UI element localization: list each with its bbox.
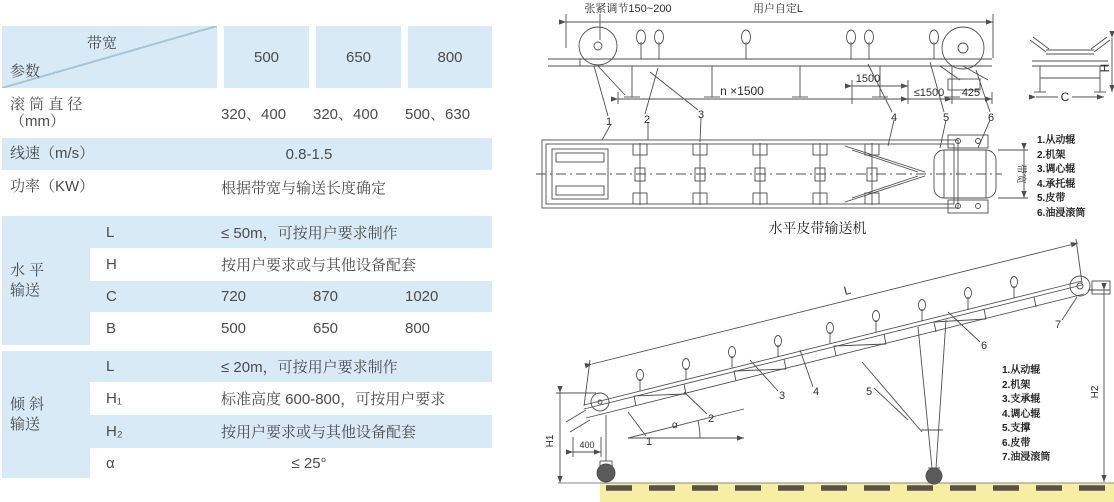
value-B-500: 500 — [221, 320, 247, 337]
incline-part-7: 7 — [1054, 319, 1062, 331]
incline-L-label: L — [842, 282, 853, 298]
dim-tension-label: 张紧调节150~200 — [584, 3, 672, 15]
table-corner-cell — [2, 26, 217, 88]
param-h-B: B — [106, 320, 117, 337]
dim-le1500-label: ≤1500 — [913, 87, 945, 99]
row-label-line-speed: 线速（m/s） — [2, 138, 217, 170]
param-i-alpha: α — [106, 454, 115, 472]
value-h-L: ≤ 50m，可按用户要求制作 — [217, 216, 492, 248]
part-number-1: 1 — [605, 116, 613, 128]
truss-members — [634, 297, 1036, 406]
incline-part-1: 1 — [645, 436, 653, 448]
horizontal-label-line1: 水 平 — [10, 262, 45, 279]
value-C-800: 1020 — [401, 281, 492, 312]
col-header-650: 650 — [309, 26, 401, 88]
col-header-800: 800 — [401, 26, 492, 88]
plan-view-drawing — [536, 135, 1028, 213]
legend-h-item-4: 4.承托辊 — [1037, 178, 1076, 190]
value-C-500: 720 — [217, 281, 309, 312]
cross-section-c-label: C — [1060, 90, 1070, 104]
roller-diameter-line2: （mm） — [10, 113, 65, 130]
param-i-H2: H₂ — [90, 415, 217, 448]
legend-i-item-1: 1.从动辊 — [1002, 365, 1041, 376]
corner-label-bandwidth: 带宽 — [86, 35, 117, 52]
legend-i-item-5: 5.支撑 — [1002, 423, 1031, 434]
part-number-3: 3 — [697, 109, 705, 121]
dim-user-length-label: 用户自定L — [752, 3, 804, 15]
roller-diameter-800: 500、630 — [405, 105, 471, 123]
spec-table — [2, 26, 492, 478]
part-number-4: 4 — [890, 112, 898, 124]
legend-h-item-6: 6.油浸滚筒 — [1037, 207, 1086, 219]
incline-part-2: 2 — [707, 413, 715, 425]
legend-h-item-1: 1.从动辊 — [1037, 135, 1076, 146]
param-i-H1: H₁ — [106, 390, 122, 407]
roller-diameter-line1: 滚 筒 直 径 — [10, 95, 83, 113]
value-B-650: 650 — [313, 320, 339, 337]
incline-label-line1: 倾 斜 — [10, 396, 45, 413]
value-i-H2: 按用户要求或与其他设备配套 — [217, 415, 492, 448]
plan-belt-width-label: 带宽 — [1015, 164, 1026, 184]
line-speed-value: 0.8-1.5 — [217, 138, 401, 170]
legend-horizontal-conveyor — [1037, 134, 1085, 221]
group-label-horizontal — [2, 216, 90, 345]
incline-400-label: 400 — [579, 440, 595, 450]
value-i-H1: 标准高度 600-800，可按用户要求 — [221, 391, 446, 408]
legend-h-item-5: 5.皮带 — [1037, 193, 1066, 204]
roller-diameter-650: 320、400 — [313, 105, 379, 123]
legend-incline-conveyor — [1002, 364, 1050, 466]
value-i-L: ≤ 20m，可按用户要求制作 — [217, 351, 492, 382]
plan-view-caption: 水平皮带输送机 — [768, 220, 867, 236]
roller-diameter-label — [10, 96, 83, 131]
incline-idlers — [637, 277, 1018, 392]
part-leaders — [594, 62, 990, 148]
part-number-2: 2 — [643, 114, 651, 126]
param-h-C: C — [90, 281, 217, 312]
side-view-drawing — [548, 14, 993, 148]
legend-i-item-3: 3.支承辊 — [1002, 394, 1041, 405]
part-number-5: 5 — [942, 112, 950, 124]
group-label-incline — [2, 351, 90, 478]
legend-i-item-4: 4.调心辊 — [1002, 408, 1041, 420]
incline-part-4: 4 — [812, 386, 820, 398]
col-header-500: 500 — [217, 26, 309, 88]
param-i-L: L — [90, 351, 217, 382]
legend-h-item-2: 2.机架 — [1037, 149, 1066, 161]
cross-section-h-label: H — [1098, 63, 1112, 73]
incline-label-line2: 输送 — [10, 415, 41, 433]
part-number-6: 6 — [987, 112, 995, 124]
dim-1500-label: 1500 — [855, 73, 881, 85]
legend-i-item-7: 7.油浸滚筒 — [1002, 452, 1051, 463]
incline-part-5: 5 — [865, 386, 873, 398]
line-speed-filler — [401, 138, 492, 170]
incline-part-6: 6 — [980, 340, 988, 352]
value-i-alpha: ≤ 25° — [291, 454, 327, 472]
dim-n1500-label: n ×1500 — [720, 84, 764, 98]
power-value: 根据带宽与输送长度确定 — [221, 179, 387, 197]
row-label-roller-diameter — [2, 88, 217, 138]
value-B-800: 800 — [405, 320, 431, 337]
value-h-H: 按用户要求或与其他设备配套 — [221, 257, 417, 274]
param-h-L: L — [90, 216, 217, 248]
row-label-power: 功率（KW） — [10, 178, 95, 196]
value-C-650: 870 — [309, 281, 401, 312]
horizontal-label-line2: 输送 — [10, 281, 41, 299]
legend-h-item-3: 3.调心辊 — [1037, 164, 1076, 175]
dim-425-label: 425 — [961, 87, 981, 99]
idler-stands — [637, 30, 939, 59]
param-h-H: H — [106, 256, 117, 273]
incline-H2-label: H2 — [1090, 385, 1101, 399]
incline-part-3: 3 — [778, 390, 786, 402]
legend-i-item-6: 6.皮带 — [1002, 437, 1031, 449]
legend-i-item-2: 2.机架 — [1002, 379, 1031, 391]
corner-label-parameter: 参数 — [10, 63, 41, 80]
roller-diameter-500: 320、400 — [221, 105, 287, 123]
incline-alpha-label: α — [672, 420, 678, 431]
support-legs — [624, 66, 960, 97]
incline-H1-label: H1 — [545, 434, 556, 448]
